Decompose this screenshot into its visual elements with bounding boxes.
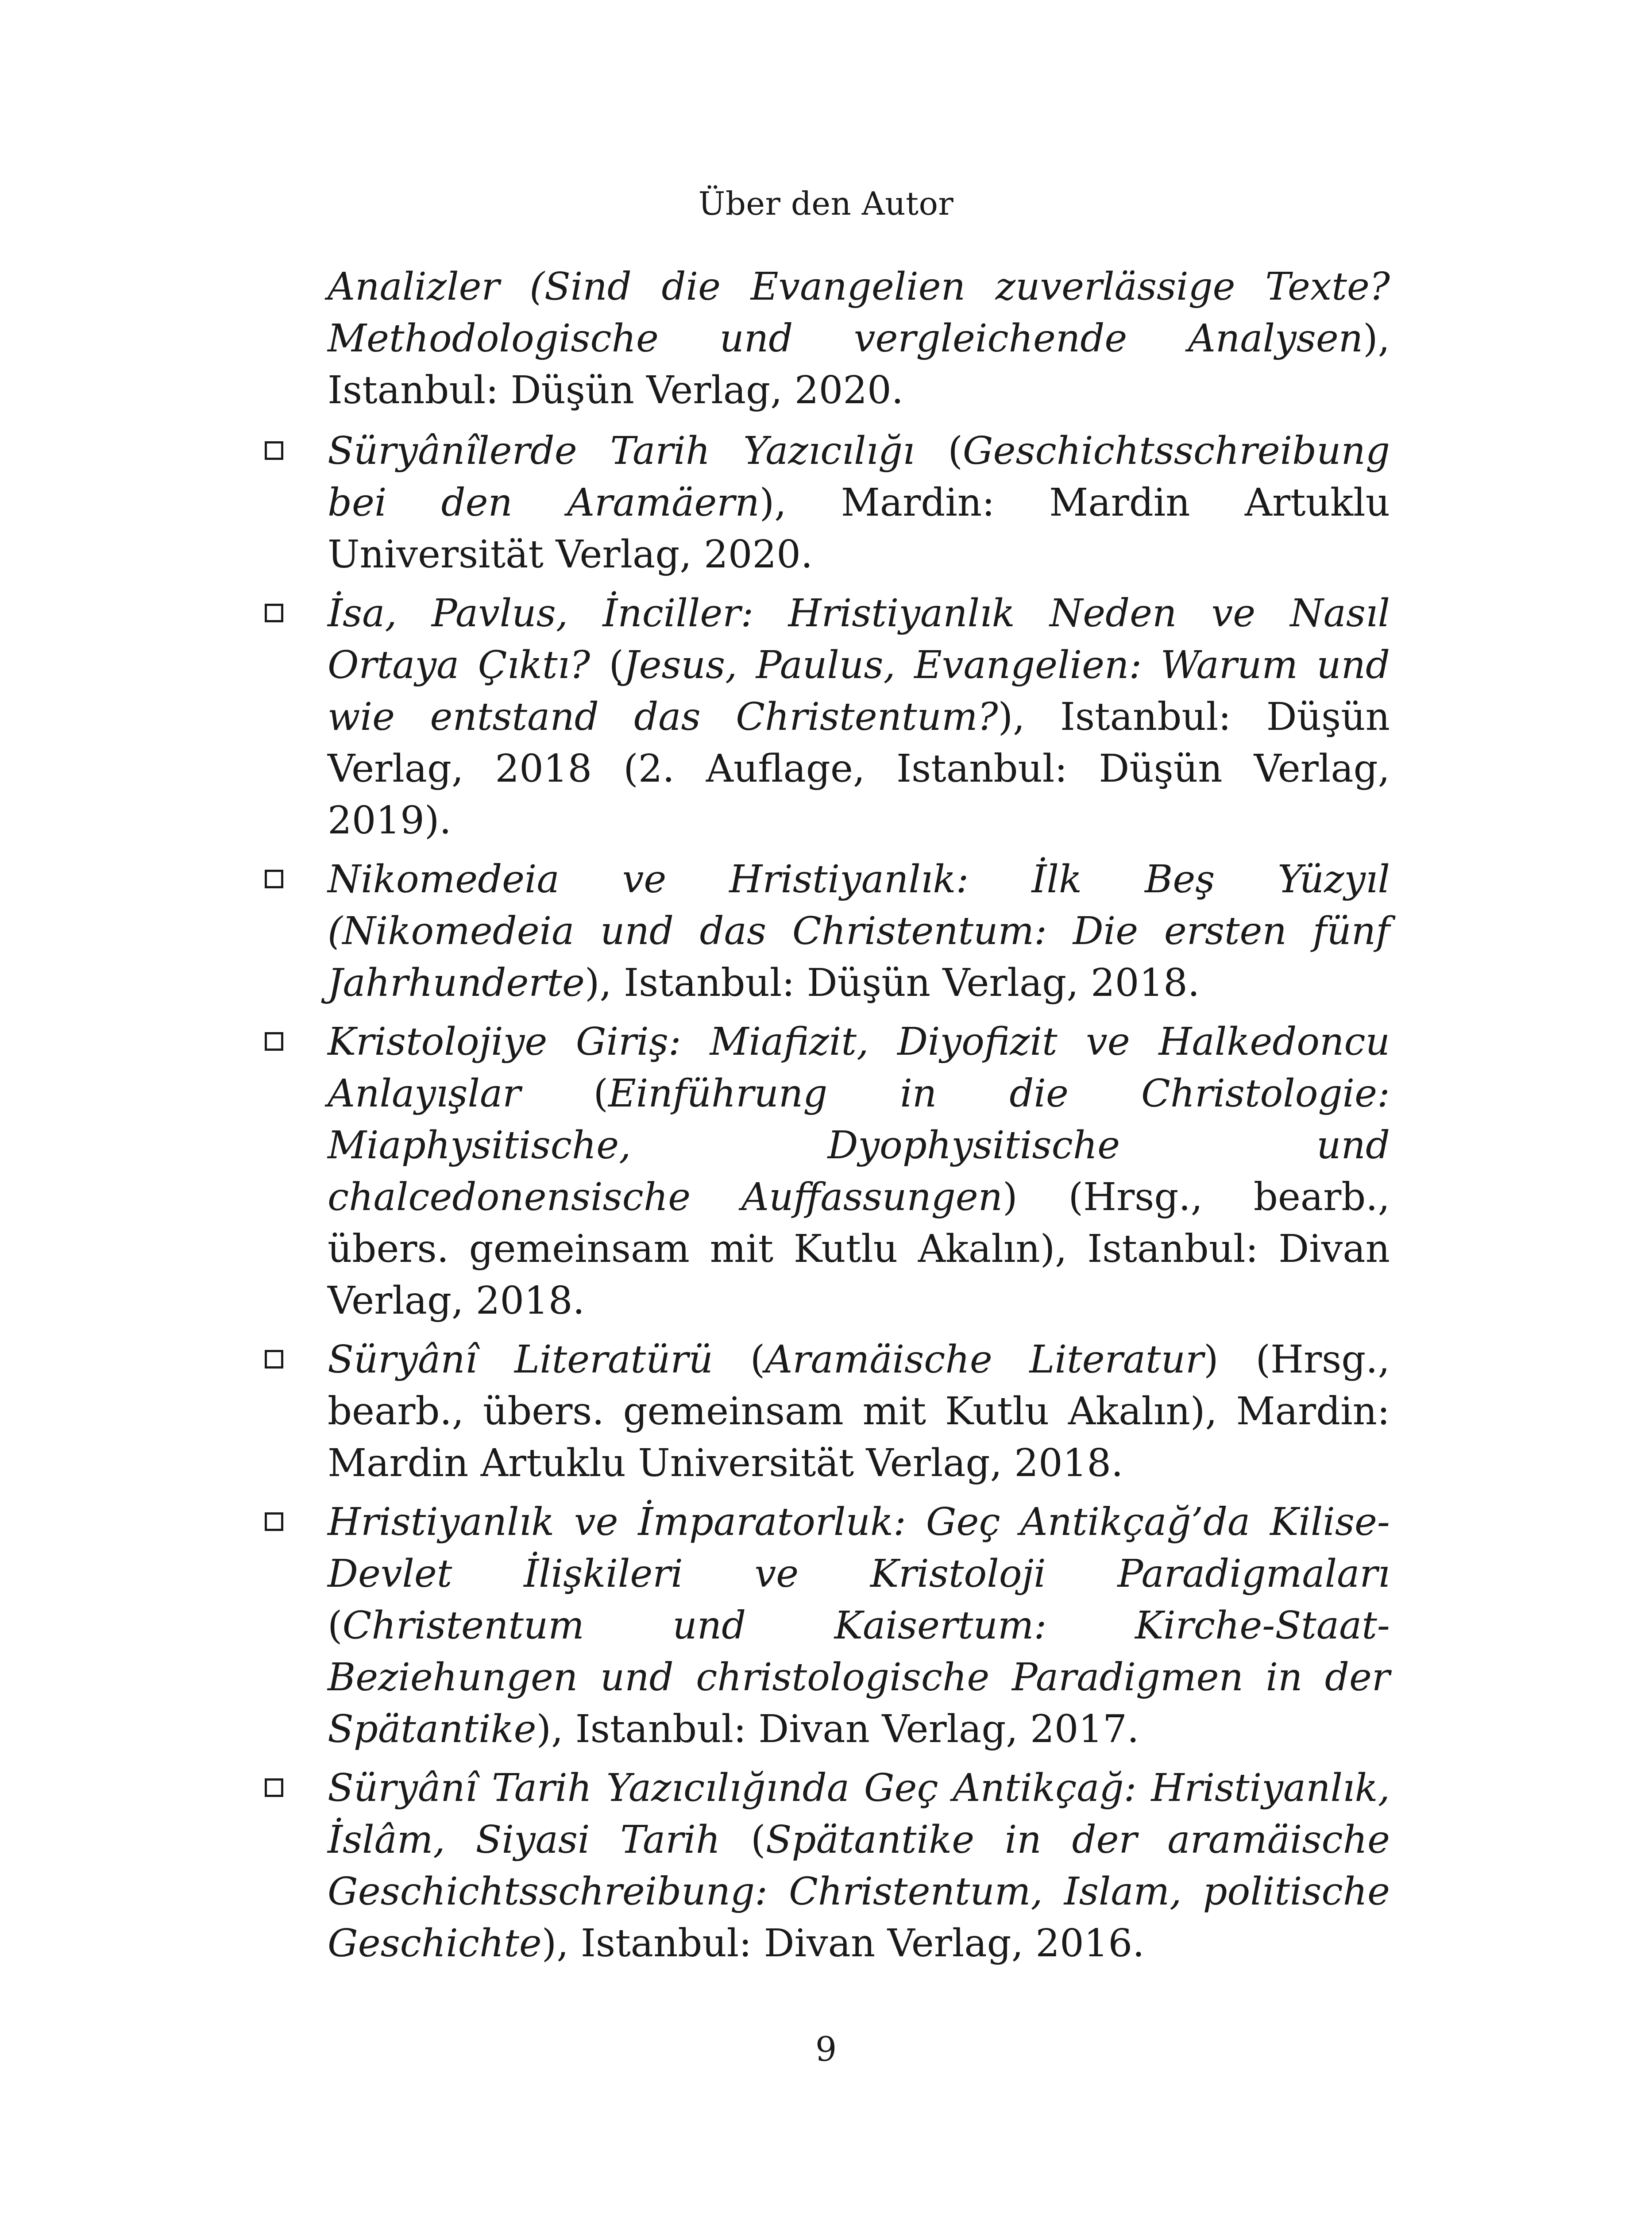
entry-roman-text: ) (Hrsg., bearb., übers. gemeinsam mit Kutlu Akalın), Mardin: Mardin Artuklu Universität Verlag, 2018. bbox=[328, 1338, 1390, 1485]
square-bullet-icon bbox=[265, 441, 283, 460]
bibliography-entry bbox=[328, 1496, 1390, 1755]
entry-italic-text: Einführung in die Christologie: Miaphysitische, Dyophysitische und chalcedonensische Auffassungen bbox=[328, 1072, 1390, 1219]
square-bullet-icon bbox=[265, 870, 283, 888]
entry-italic-text: Christentum und Kaisertum: Kirche-Staat-Beziehungen und christologische Paradigmen in der Spätantike bbox=[328, 1604, 1390, 1751]
entry-italic-text: Süryânîlerde Tarih Yazıcılığı bbox=[328, 429, 915, 473]
page-number: 9 bbox=[815, 2029, 837, 2069]
entry-roman-text: ( bbox=[915, 429, 963, 473]
entry-roman-text: ( bbox=[720, 1818, 766, 1862]
square-bullet-icon bbox=[265, 1778, 283, 1797]
entry-roman-text: ( bbox=[713, 1338, 765, 1382]
entry-roman-text: ( bbox=[328, 1604, 343, 1648]
entry-roman-text: ), Istanbul: Düşün Verlag, 2018. bbox=[584, 961, 1200, 1005]
entry-roman-text: ), Istanbul: Divan Verlag, 2017. bbox=[536, 1707, 1139, 1751]
bibliography-entry bbox=[328, 425, 1390, 581]
entry-italic-text: Kristolojiye Giriş: Miafizit, Diyofizit ve Halkedoncu Anlayışlar bbox=[328, 1020, 1390, 1116]
square-bullet-icon bbox=[265, 1512, 283, 1531]
running-header: Über den Autor bbox=[698, 185, 954, 222]
entry-italic-text: Analizler (Sind die Evangelien zuverlässige Texte? Methodologische und vergleichende Analysen bbox=[328, 265, 1390, 361]
entry-italic-text: Spätantike in der aramäische Geschichtsschreibung: Christentum, Islam, politische Geschichte bbox=[328, 1818, 1390, 1966]
bibliography-entry bbox=[328, 1016, 1390, 1327]
bibliography-entry bbox=[328, 1762, 1390, 1970]
bibliography-entry bbox=[328, 1334, 1390, 1489]
square-bullet-icon bbox=[265, 1350, 283, 1369]
entry-italic-text: Süryânî Tarih Yazıcılığında Geç Antikçağ: Hristiyanlık, İslâm, Siyasi Tarih bbox=[328, 1766, 1390, 1862]
bibliography-entry bbox=[328, 588, 1390, 847]
bibliography-entry bbox=[328, 854, 1390, 1009]
entry-italic-text: İsa, Pavlus, İnciller: Hristiyanlık Neden ve Nasıl Ortaya Çıktı? bbox=[328, 591, 1390, 687]
entry-italic-text: Aramäische Literatur bbox=[765, 1338, 1204, 1382]
entry-italic-text: Süryânî Literatürü bbox=[328, 1338, 713, 1382]
entry-roman-text: ) (Hrsg., bearb., übers. gemeinsam mit Kutlu Akalın), Istanbul: Divan Verlag, 2018. bbox=[328, 1175, 1390, 1323]
entry-italic-text: Hristiyanlık ve İmparatorluk: Geç Antikçağ’da Kilise-Devlet İlişkileri ve Kristoloji Paradigmaları bbox=[328, 1500, 1390, 1596]
entry-roman-text: ), Istanbul: Düşün Verlag, 2020. bbox=[328, 316, 1390, 413]
square-bullet-icon bbox=[265, 1032, 283, 1051]
entry-roman-text: ), Istanbul: Divan Verlag, 2016. bbox=[541, 1921, 1145, 1966]
entry-italic-text: Nikomedeia ve Hristiyanlık: İlk Beş Yüzyıl (Nikomedeia und das Christentum: Die ersten fünf Jahrhunderte bbox=[328, 857, 1390, 1005]
entry-roman-text: ( bbox=[590, 643, 624, 687]
bibliography-list bbox=[328, 261, 1390, 1977]
bibliography-entry bbox=[328, 261, 1390, 416]
entry-roman-text: ( bbox=[521, 1072, 609, 1116]
square-bullet-icon bbox=[265, 604, 283, 622]
entry-italic-text: Geschichtsschreibung bei den Aramäern bbox=[328, 429, 1390, 525]
entry-roman-text: ), Mardin: Mardin Artuklu Universität Verlag, 2020. bbox=[328, 481, 1390, 577]
entry-italic-text: Jesus, Paulus, Evangelien: Warum und wie entstand das Christentum? bbox=[328, 643, 1390, 739]
entry-roman-text: ), Istanbul: Düşün Verlag, 2018 (2. Auflage, Istanbul: Düşün Verlag, 2019). bbox=[328, 695, 1390, 843]
